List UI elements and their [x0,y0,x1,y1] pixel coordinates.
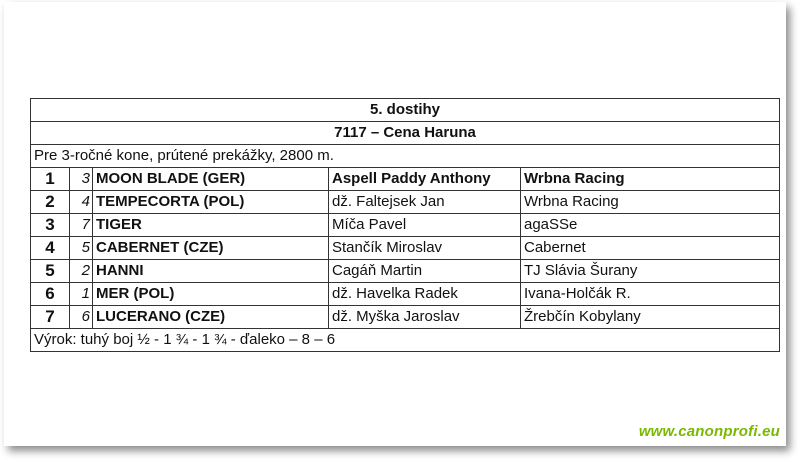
jockey-cell: dž. Havelka Radek [329,283,521,306]
site-watermark: www.canonprofi.eu [638,423,780,440]
horse-cell: LUCERANO (CZE) [93,306,329,329]
horse-cell: TEMPECORTA (POL) [93,191,329,214]
number-cell: 4 [70,191,93,214]
table-row [31,260,780,283]
jockey-cell: Stančík Miroslav [329,237,521,260]
race-number-title: 5. dostihy [31,99,780,122]
owner-cell: Wrbna Racing [521,168,780,191]
race-verdict: Výrok: tuhý boj ½ - 1 ¾ - 1 ¾ - ďaleko – 8 – 6 [31,329,780,352]
number-cell: 6 [70,306,93,329]
horse-cell: HANNI [93,260,329,283]
owner-cell: Wrbna Racing [521,191,780,214]
document-sheet [4,2,786,446]
position-cell: 4 [31,237,70,260]
owner-cell: Cabernet [521,237,780,260]
table-row [31,168,780,191]
number-cell: 7 [70,214,93,237]
number-cell: 2 [70,260,93,283]
position-cell: 7 [31,306,70,329]
position-cell: 1 [31,168,70,191]
position-cell: 5 [31,260,70,283]
table-row [31,214,780,237]
jockey-cell: dž. Faltejsek Jan [329,191,521,214]
horse-cell: MOON BLADE (GER) [93,168,329,191]
table-row [31,237,780,260]
number-cell: 5 [70,237,93,260]
horse-cell: TIGER [93,214,329,237]
jockey-cell: Aspell Paddy Anthony [329,168,521,191]
race-conditions: Pre 3-ročné kone, prútené prekážky, 2800 m. [31,145,780,168]
jockey-cell: dž. Myška Jaroslav [329,306,521,329]
table-row [31,283,780,306]
owner-cell: TJ Slávia Šurany [521,260,780,283]
number-cell: 3 [70,168,93,191]
owner-cell: Žrebčín Kobylany [521,306,780,329]
owner-cell: Ivana-Holčák R. [521,283,780,306]
horse-cell: MER (POL) [93,283,329,306]
race-results-table [30,98,780,352]
table-row [31,306,780,329]
horse-cell: CABERNET (CZE) [93,237,329,260]
table-row [31,191,780,214]
jockey-cell: Míča Pavel [329,214,521,237]
jockey-cell: Cagáň Martin [329,260,521,283]
position-cell: 2 [31,191,70,214]
owner-cell: agaSSe [521,214,780,237]
position-cell: 3 [31,214,70,237]
race-name: 7117 – Cena Haruna [31,122,780,145]
position-cell: 6 [31,283,70,306]
number-cell: 1 [70,283,93,306]
